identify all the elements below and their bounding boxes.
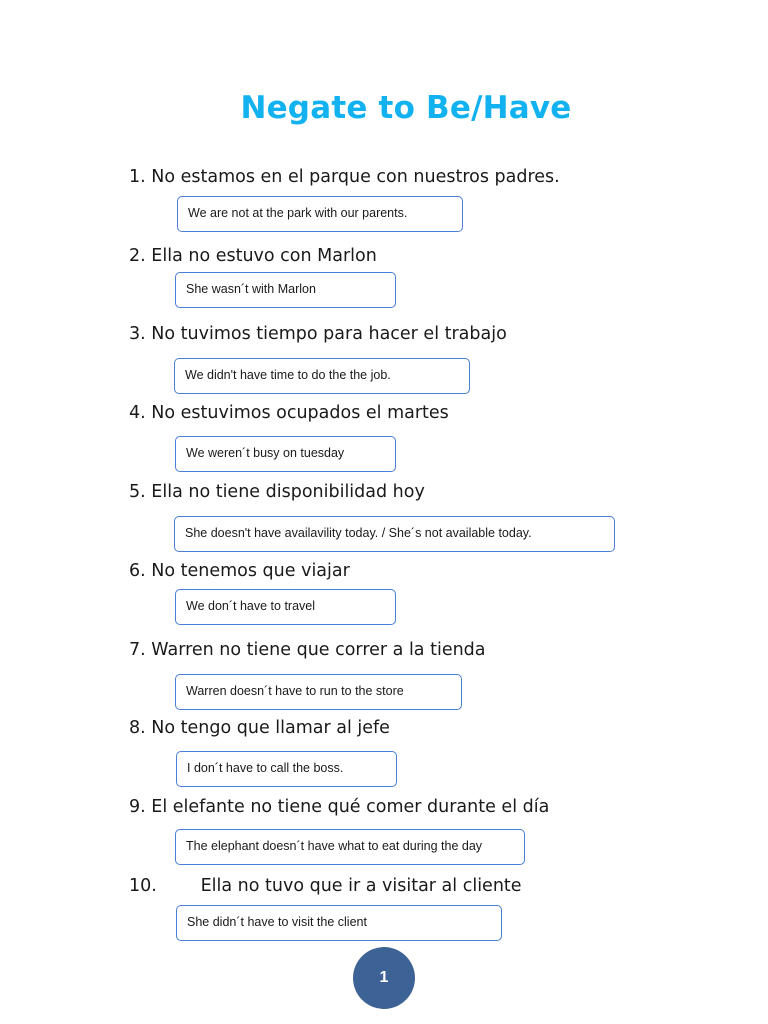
- question-number: 4.: [129, 403, 146, 423]
- question-number: 3.: [129, 324, 146, 344]
- question-text: Ella no tuvo que ir a visitar al cliente: [200, 876, 522, 896]
- question-6: [129, 561, 350, 581]
- question-number: 9.: [129, 797, 146, 817]
- question-text: Ella no tiene disponibilidad hoy: [151, 482, 425, 502]
- page-number-badge: 1: [353, 947, 415, 1009]
- question-text: No tuvimos tiempo para hacer el trabajo: [151, 324, 507, 344]
- question-3: [129, 324, 507, 344]
- question-text: No estuvimos ocupados el martes: [151, 403, 449, 423]
- question-7: [129, 640, 486, 660]
- answer-box-10[interactable]: She didn´t have to visit the client: [176, 905, 502, 941]
- question-number: 6.: [129, 561, 146, 581]
- answer-box-1[interactable]: We are not at the park with our parents.: [177, 196, 463, 232]
- question-text: No tengo que llamar al jefe: [151, 718, 390, 738]
- question-number: 10.: [129, 876, 157, 896]
- question-9: [129, 797, 549, 817]
- question-2: [129, 246, 377, 266]
- answer-box-3[interactable]: We didn't have time to do the the job.: [174, 358, 470, 394]
- question-number: 2.: [129, 246, 146, 266]
- answer-box-2[interactable]: She wasn´t with Marlon: [175, 272, 396, 308]
- question-number: 8.: [129, 718, 146, 738]
- question-1: [129, 167, 560, 187]
- question-10: [129, 876, 522, 896]
- answer-box-5[interactable]: She doesn't have availavility today. / She´s not available today.: [174, 516, 615, 552]
- question-text: No tenemos que viajar: [151, 561, 350, 581]
- question-8: [129, 718, 390, 738]
- question-number: 5.: [129, 482, 146, 502]
- question-text: No estamos en el parque con nuestros padres.: [151, 167, 560, 187]
- answer-box-7[interactable]: Warren doesn´t have to run to the store: [175, 674, 462, 710]
- question-number: 7.: [129, 640, 146, 660]
- question-4: [129, 403, 449, 423]
- answer-box-8[interactable]: I don´t have to call the boss.: [176, 751, 397, 787]
- answer-box-9[interactable]: The elephant doesn´t have what to eat during the day: [175, 829, 525, 865]
- question-text: El elefante no tiene qué comer durante el día: [151, 797, 550, 817]
- question-5: [129, 482, 425, 502]
- answer-box-4[interactable]: We weren´t busy on tuesday: [175, 436, 396, 472]
- question-text: Ella no estuvo con Marlon: [151, 246, 377, 266]
- page-title: Negate to Be/Have: [240, 90, 572, 126]
- question-number: 1.: [129, 167, 146, 187]
- answer-box-6[interactable]: We don´t have to travel: [175, 589, 396, 625]
- question-text: Warren no tiene que correr a la tienda: [151, 640, 486, 660]
